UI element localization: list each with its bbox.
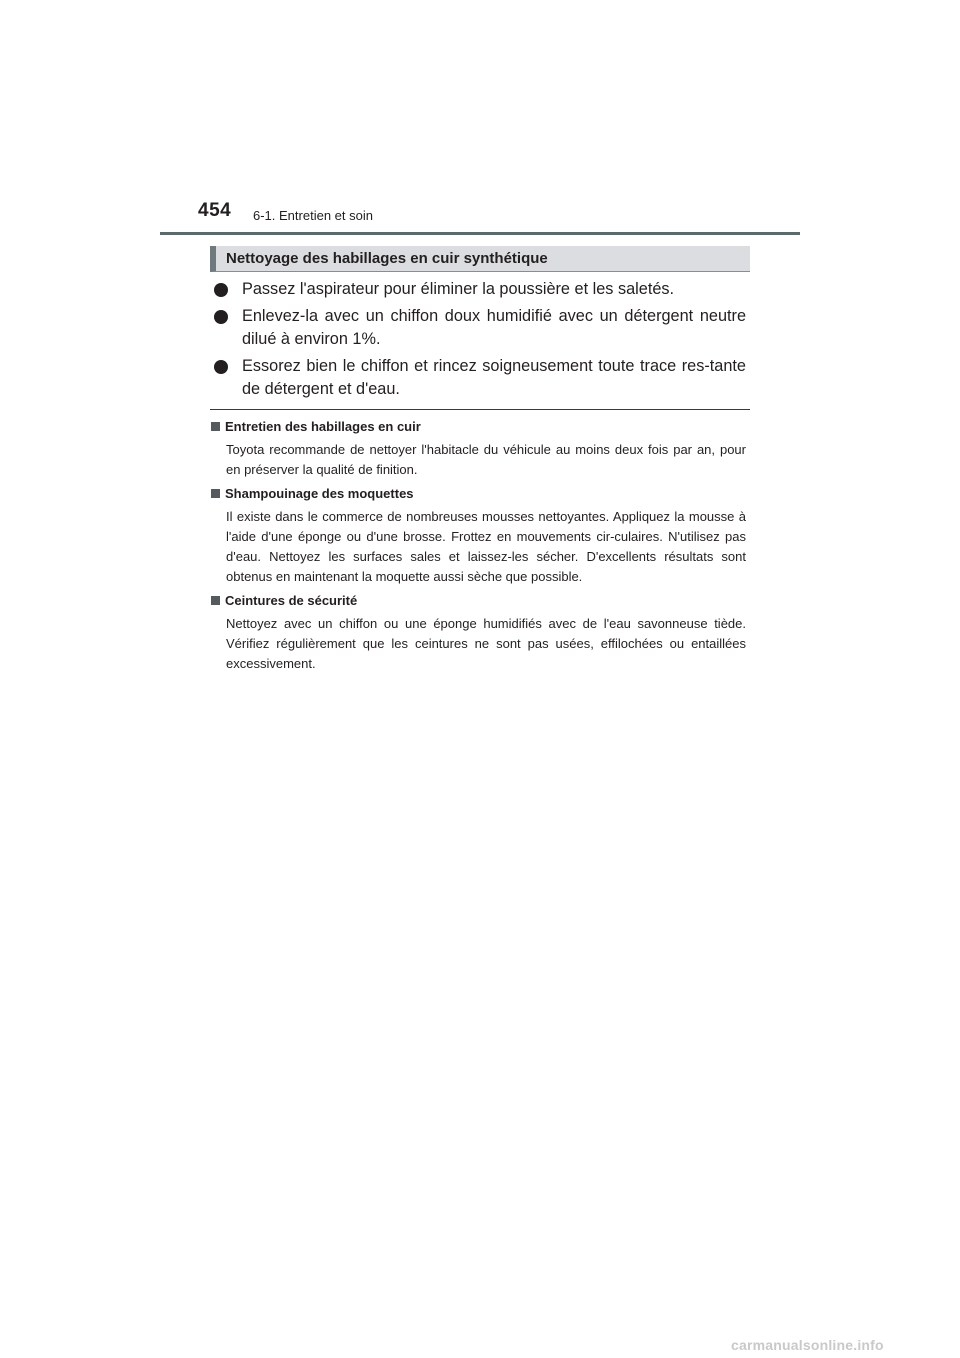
- note-title: [210, 485, 746, 503]
- page-number: 454: [198, 200, 232, 221]
- bullet-text: Passez l'aspirateur pour éliminer la poussière et les saletés.: [242, 280, 675, 298]
- bullet-text: Enlevez-la avec un chiffon doux humidifié avec un détergent neutre dilué à environ 1%.: [242, 307, 746, 348]
- note-title-text: Entretien des habillages en cuir: [225, 419, 421, 434]
- note-item: [210, 592, 746, 674]
- note-item: [210, 485, 746, 587]
- notes-divider: [210, 409, 750, 410]
- section-heading-text: Nettoyage des habillages en cuir synthétique: [226, 250, 548, 267]
- note-body: Il existe dans le commerce de nombreuses mousses nettoyantes. Appliquez la mousse à l'aide d'une éponge ou d'une brosse. Frottez en mouvements cir-culaires. N'utilisez pas d'eau. Nettoyez les surfaces sales et laissez-les sécher. D'excellents résultats sont obtenus en maintenant la moquette aussi sèche que possible.: [226, 509, 746, 584]
- watermark: carmanualsonline.info: [731, 1337, 884, 1353]
- chapter-title: 6-1. Entretien et soin: [253, 208, 373, 223]
- bullet-item: [214, 305, 746, 351]
- bullet-text: Essorez bien le chiffon et rincez soigneusement toute trace res-tante de détergent et d'eau.: [242, 357, 746, 398]
- bullet-item: [214, 355, 746, 401]
- note-title: [210, 418, 746, 436]
- bullet-dot-icon: [214, 360, 228, 374]
- bullet-dot-icon: [214, 283, 228, 297]
- note-body: Toyota recommande de nettoyer l'habitacle du véhicule au moins deux fois par an, pour en préserver la qualité de finition.: [226, 442, 746, 477]
- bullet-list: [214, 278, 746, 405]
- note-body: Nettoyez avec un chiffon ou une éponge humidifiés avec de l'eau savonneuse tiède. Vérifiez régulièrement que les ceintures ne sont pas usées, effilochées ou entaillées excessivement.: [226, 616, 746, 671]
- bullet-dot-icon: [214, 310, 228, 324]
- square-bullet-icon: [211, 489, 220, 498]
- section-heading: [210, 246, 750, 272]
- note-title: [210, 592, 746, 610]
- note-title-text: Shampouinage des moquettes: [225, 486, 414, 501]
- note-title-text: Ceintures de sécurité: [225, 593, 358, 608]
- notes-list: [210, 418, 746, 679]
- square-bullet-icon: [211, 422, 220, 431]
- square-bullet-icon: [211, 596, 220, 605]
- note-item: [210, 418, 746, 480]
- bullet-item: [214, 278, 746, 301]
- header-rule: [160, 232, 800, 235]
